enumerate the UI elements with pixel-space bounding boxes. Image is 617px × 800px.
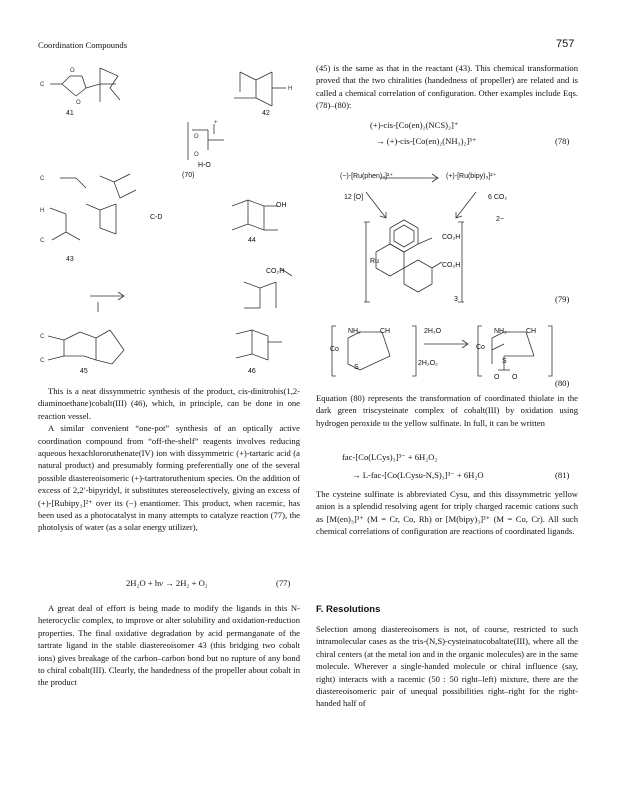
equation-79-number: (79)	[555, 294, 570, 304]
label-oh: OH	[276, 202, 287, 209]
svg-text:H: H	[40, 208, 45, 214]
svg-text:O: O	[194, 152, 199, 158]
page-number: 757	[556, 38, 575, 50]
structure-42	[226, 62, 306, 112]
right-paragraph-4: Selection among diastereoisomers is not, of course, restricted to such intramolecular cases as the tris-(N,S)-cysteinatocobaltate(III), where all the chiral centers (at the metal ion and in the organic molecules) are in the same molecule. Wherever a single-handed molecule or chiral influence (say, right) interacts with a racemic (50 : 50 right–left) mixture, there are the diastereoisomeric pair of unequal possibilities right–right for the right-handed half of	[316, 624, 578, 709]
equation-78-line-1: (+)-cis-[Co(en)₂(NCS)₂]⁺	[370, 120, 459, 130]
eq79-co2h-1: CO₂H	[442, 234, 461, 241]
label-ho: H-O	[198, 162, 211, 169]
equation-78-number: (78)	[555, 136, 570, 146]
label-46: 46	[248, 368, 256, 375]
eq80-nh2-right: NH₂	[494, 328, 507, 335]
eq80-sulfur-left: S	[354, 364, 359, 371]
eq79-product: (+)-[Ru(bipy)₃]²⁺	[446, 173, 497, 180]
eq80-cobalt-left: Co	[330, 346, 339, 353]
eq80-ch-left: CH	[380, 328, 391, 335]
svg-text:O: O	[70, 68, 75, 74]
eq80-water: 2H₂O	[424, 328, 442, 335]
eq80-cobalt-right: Co	[476, 344, 485, 351]
left-paragraph-1: This is a neat dissymmetric synthesis of the product, cis-dinitrobis(1,2-diaminoethane)cobalt(III) (46), which, in principle, can be done in one reaction vessel.	[38, 386, 300, 421]
left-column-bottom	[38, 602, 300, 689]
right-column-bottom	[316, 623, 578, 710]
eq79-reactant: (−)-[Ru(phen)₃]²⁺	[340, 173, 394, 180]
eq79-scheme	[330, 178, 510, 308]
svg-text:O: O	[194, 134, 199, 140]
svg-text:C: C	[40, 176, 45, 182]
equation-77-number: (77)	[276, 578, 291, 588]
struct-42-h-label: H	[288, 86, 293, 92]
right-paragraph-2: Equation (80) represents the transformation of coordinated thiolate in the dark green triscysteinate complex of cobalt(III) by oxidation using hydrogen peroxide to the yellow sulfinate. In full, it can be written	[316, 393, 578, 428]
structure-41	[40, 62, 130, 112]
eq80-sulfur-right: S	[502, 358, 507, 365]
svg-text:+: +	[214, 120, 218, 126]
left-column-top	[38, 385, 300, 534]
arrow-to-45	[84, 286, 144, 316]
svg-text:C: C	[40, 82, 45, 88]
right-paragraph-3: The cysteine sulfinate is abbreviated Cysu, and this dissymmetric yellow anion is a splendid resolving agent for triply charged racemic cations such as [M(en)₃]³⁺ (M = Cr, Co, Rh) or [M(bipy)₃]³⁺ (M = Co, Cr). All such chemical correlations of configuration are reactions of coordinated ligands.	[316, 489, 578, 537]
label-70: (70)	[182, 172, 195, 179]
svg-text:O: O	[76, 100, 81, 106]
equation-81-number: (81)	[555, 470, 570, 480]
svg-text:C: C	[40, 358, 45, 364]
right-column-middle	[316, 392, 578, 429]
structure-46	[226, 320, 306, 370]
eq79-subscript: 3	[454, 296, 458, 303]
eq80-oxygen-1: O	[494, 374, 500, 381]
equation-81-line-1: fac-[Co(LCys)₃]³⁻ + 6H₂O₂	[342, 452, 438, 462]
left-paragraph-2: A similar convenient “one-pot” synthesis of an optically active coordination compound from “off-the-shelf” reagents involves reducing aqueous hexachlororuthenate(IV) ion with dissymmetric (+)-tartaric acid (a natural product) and presumably forming preferentially one of the several possible diastereoisomeric (+)-tartratoruthenium species. On the addition of excess of 2,2′-bipyridyl, it substitutes stereoselectively, giving an excess of (+)-[Rubipy₃]²⁺ over its (−) enantiomer. This product, when racemic, has been used as a photocatalyst in many attempts to catalyze reaction (77), the photolysis of water (as a solar energy utilizer),	[38, 423, 300, 533]
eq79-co2h-2: CO₂H	[442, 262, 461, 269]
structure-45	[40, 320, 140, 370]
eq80-ch-right: CH	[526, 328, 537, 335]
eq80-peroxide: 2H₂O₂	[418, 360, 438, 367]
label-cd: C-D	[150, 214, 163, 221]
label-43: 43	[66, 256, 74, 263]
label-42: 42	[262, 110, 270, 117]
equation-81-line-2: → L-fac-[Co(LCysu-N,S)₃]³⁻ + 6H₂O	[352, 470, 484, 480]
eq80-oxygen-2: O	[512, 374, 518, 381]
equation-78-line-2: → (+)-cis-[Co(en)₂(NH₃)₂]³⁺	[376, 136, 477, 146]
right-paragraph-1: (45) is the same as that in the reactant (43). This chemical transformation proved that the two chiralities (handedness of propeller) are related and is called a chemical correlation of configuration. Other examples include Eqs. (78)–(80):	[316, 63, 578, 111]
eq79-metal: Ru	[370, 258, 379, 265]
right-column-top	[316, 62, 578, 112]
label-41: 41	[66, 110, 74, 117]
eq79-reagent: 12 [O]	[344, 194, 364, 201]
label-44: 44	[248, 237, 256, 244]
section-heading: F. Resolutions	[316, 604, 381, 615]
structure-ho-fragment	[184, 120, 254, 168]
label-co2: CO₂H	[266, 268, 285, 275]
left-paragraph-3: A great deal of effort is being made to modify the ligands in this N-heterocyclic complex, to improve or alter solubility and oxidation-reduction properties. The final oxidative degradation by acid permanganate of the tartrate ligand in the stable diastereoisomer 43 (this bridging two cobalt ions) gives breakage of the carbon–carbon bond but no rupture of any bond to chiral cobalt(III). Clearly, the handedness of the propeller about cobalt in the product	[38, 603, 300, 688]
right-column-lower	[316, 488, 578, 538]
structure-43	[40, 168, 150, 258]
running-title: Coordination Compounds	[38, 40, 128, 50]
eq79-byproduct: 6 CO₂	[488, 194, 508, 201]
structure-44	[226, 190, 306, 240]
svg-text:C: C	[40, 238, 45, 244]
eq80-nh2-left: NH₂	[348, 328, 361, 335]
eq79-charge: 2−	[496, 216, 504, 223]
equation-80-number: (80)	[555, 378, 570, 388]
label-45: 45	[80, 368, 88, 375]
svg-text:C: C	[40, 334, 45, 340]
equation-77: 2H₂O + hν → 2H₂ + O₂	[126, 578, 208, 588]
